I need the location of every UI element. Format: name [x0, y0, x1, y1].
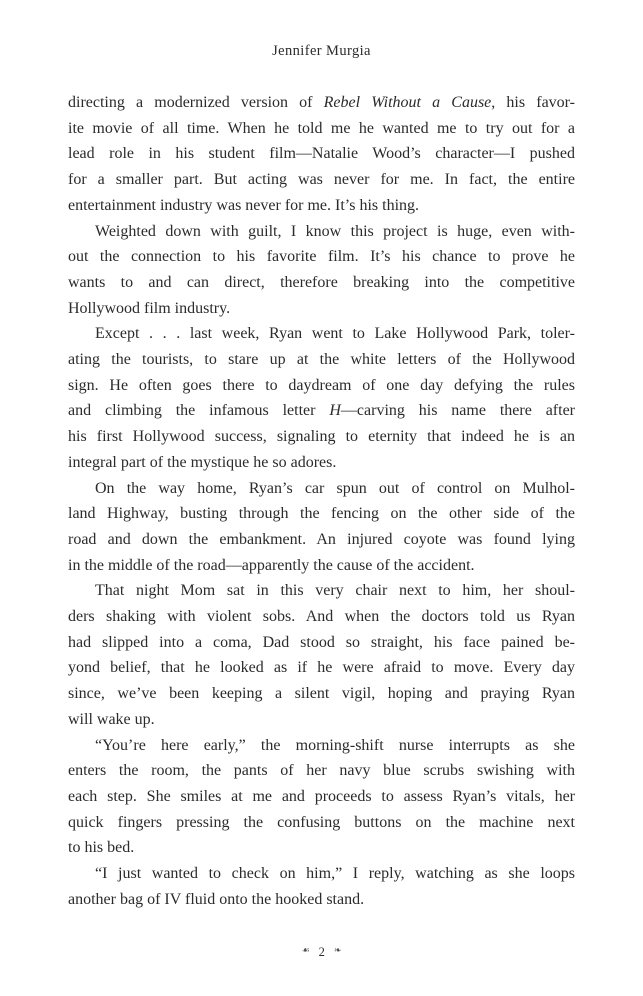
text-line: to his bed. — [68, 839, 135, 857]
paragraph — [68, 578, 575, 732]
text-line: Weighted down with guilt, I know this project is huge, even with- — [95, 222, 575, 240]
text-line: another bag of IV fluid onto the hooked stand. — [68, 890, 365, 908]
paragraph — [68, 321, 575, 475]
page-number: 2 — [318, 945, 325, 959]
fleuron-right-icon: ❧ — [333, 946, 342, 956]
text-line: entertainment industry was never for me. It’s his thing. — [68, 196, 420, 214]
text-line: out the connection to his favorite film. It’s his chance to prove he — [68, 248, 575, 266]
text-line: “You’re here early,” the morning-shift nurse interrupts as she — [95, 736, 575, 754]
text-line: directing a modernized version of Rebel Without a Cause, his favor- — [68, 94, 576, 111]
text-line: for a smaller part. But acting was never for me. In fact, the entire — [68, 171, 575, 189]
running-header: Jennifer Murgia — [272, 43, 371, 59]
text-line: ders shaking with violent sobs. And when the doctors told us Ryan — [68, 608, 575, 626]
text-line: road and down the embankment. An injured coyote was found lying — [68, 530, 575, 548]
text-line: quick fingers pressing the confusing buttons on the machine next — [68, 813, 575, 831]
text-line: Except . . . last week, Ryan went to Lake Hollywood Park, toler- — [95, 325, 575, 343]
text-line: “I just wanted to check on him,” I reply, watching as she loops — [95, 865, 575, 883]
page-footer — [0, 945, 643, 960]
text-line: since, we’ve been keeping a silent vigil, hoping and praying Ryan — [68, 685, 575, 703]
paragraph — [68, 476, 575, 579]
text-line: and climbing the infamous letter H—carving his name there after — [68, 402, 575, 420]
body-text — [68, 90, 575, 913]
text-line: sign. He often goes there to daydream of one day defying the rules — [68, 376, 575, 394]
text-line: integral part of the mystique he so adores. — [68, 453, 337, 471]
text-line: yond belief, that he looked as if he were afraid to move. Every day — [68, 659, 575, 677]
text-line: in the middle of the road—apparently the cause of the accident. — [68, 556, 475, 574]
paragraph — [68, 861, 575, 912]
paragraph — [68, 219, 575, 322]
text-line: On the way home, Ryan’s car spun out of control on Mulhol- — [95, 479, 575, 497]
text-line: had slipped into a coma, Dad stood so straight, his face pained be- — [68, 633, 575, 651]
text-line: will wake up. — [68, 710, 155, 728]
text-line: wants to and can direct, therefore breaking into the competitive — [68, 273, 575, 291]
text-line: ite movie of all time. When he told me he wanted me to try out for a — [68, 119, 575, 137]
paragraph — [68, 90, 575, 219]
text-line: lead role in his student film—Natalie Wood’s character—I pushed — [68, 145, 575, 163]
text-line: enters the room, the pants of her navy blue scrubs swishing with — [68, 762, 575, 780]
text-line: each step. She smiles at me and proceeds to assess Ryan’s vitals, her — [68, 787, 575, 805]
text-line: ating the tourists, to stare up at the white letters of the Hollywood — [68, 351, 575, 369]
text-line: his first Hollywood success, signaling to eternity that indeed he is an — [68, 428, 575, 446]
text-line: land Highway, busting through the fencing on the other side of the — [68, 505, 575, 523]
fleuron-left-icon: ☙ — [301, 946, 310, 956]
paragraph — [68, 733, 575, 862]
text-line: That night Mom sat in this very chair next to him, her shoul- — [95, 582, 575, 600]
text-line: Hollywood film industry. — [68, 299, 231, 317]
